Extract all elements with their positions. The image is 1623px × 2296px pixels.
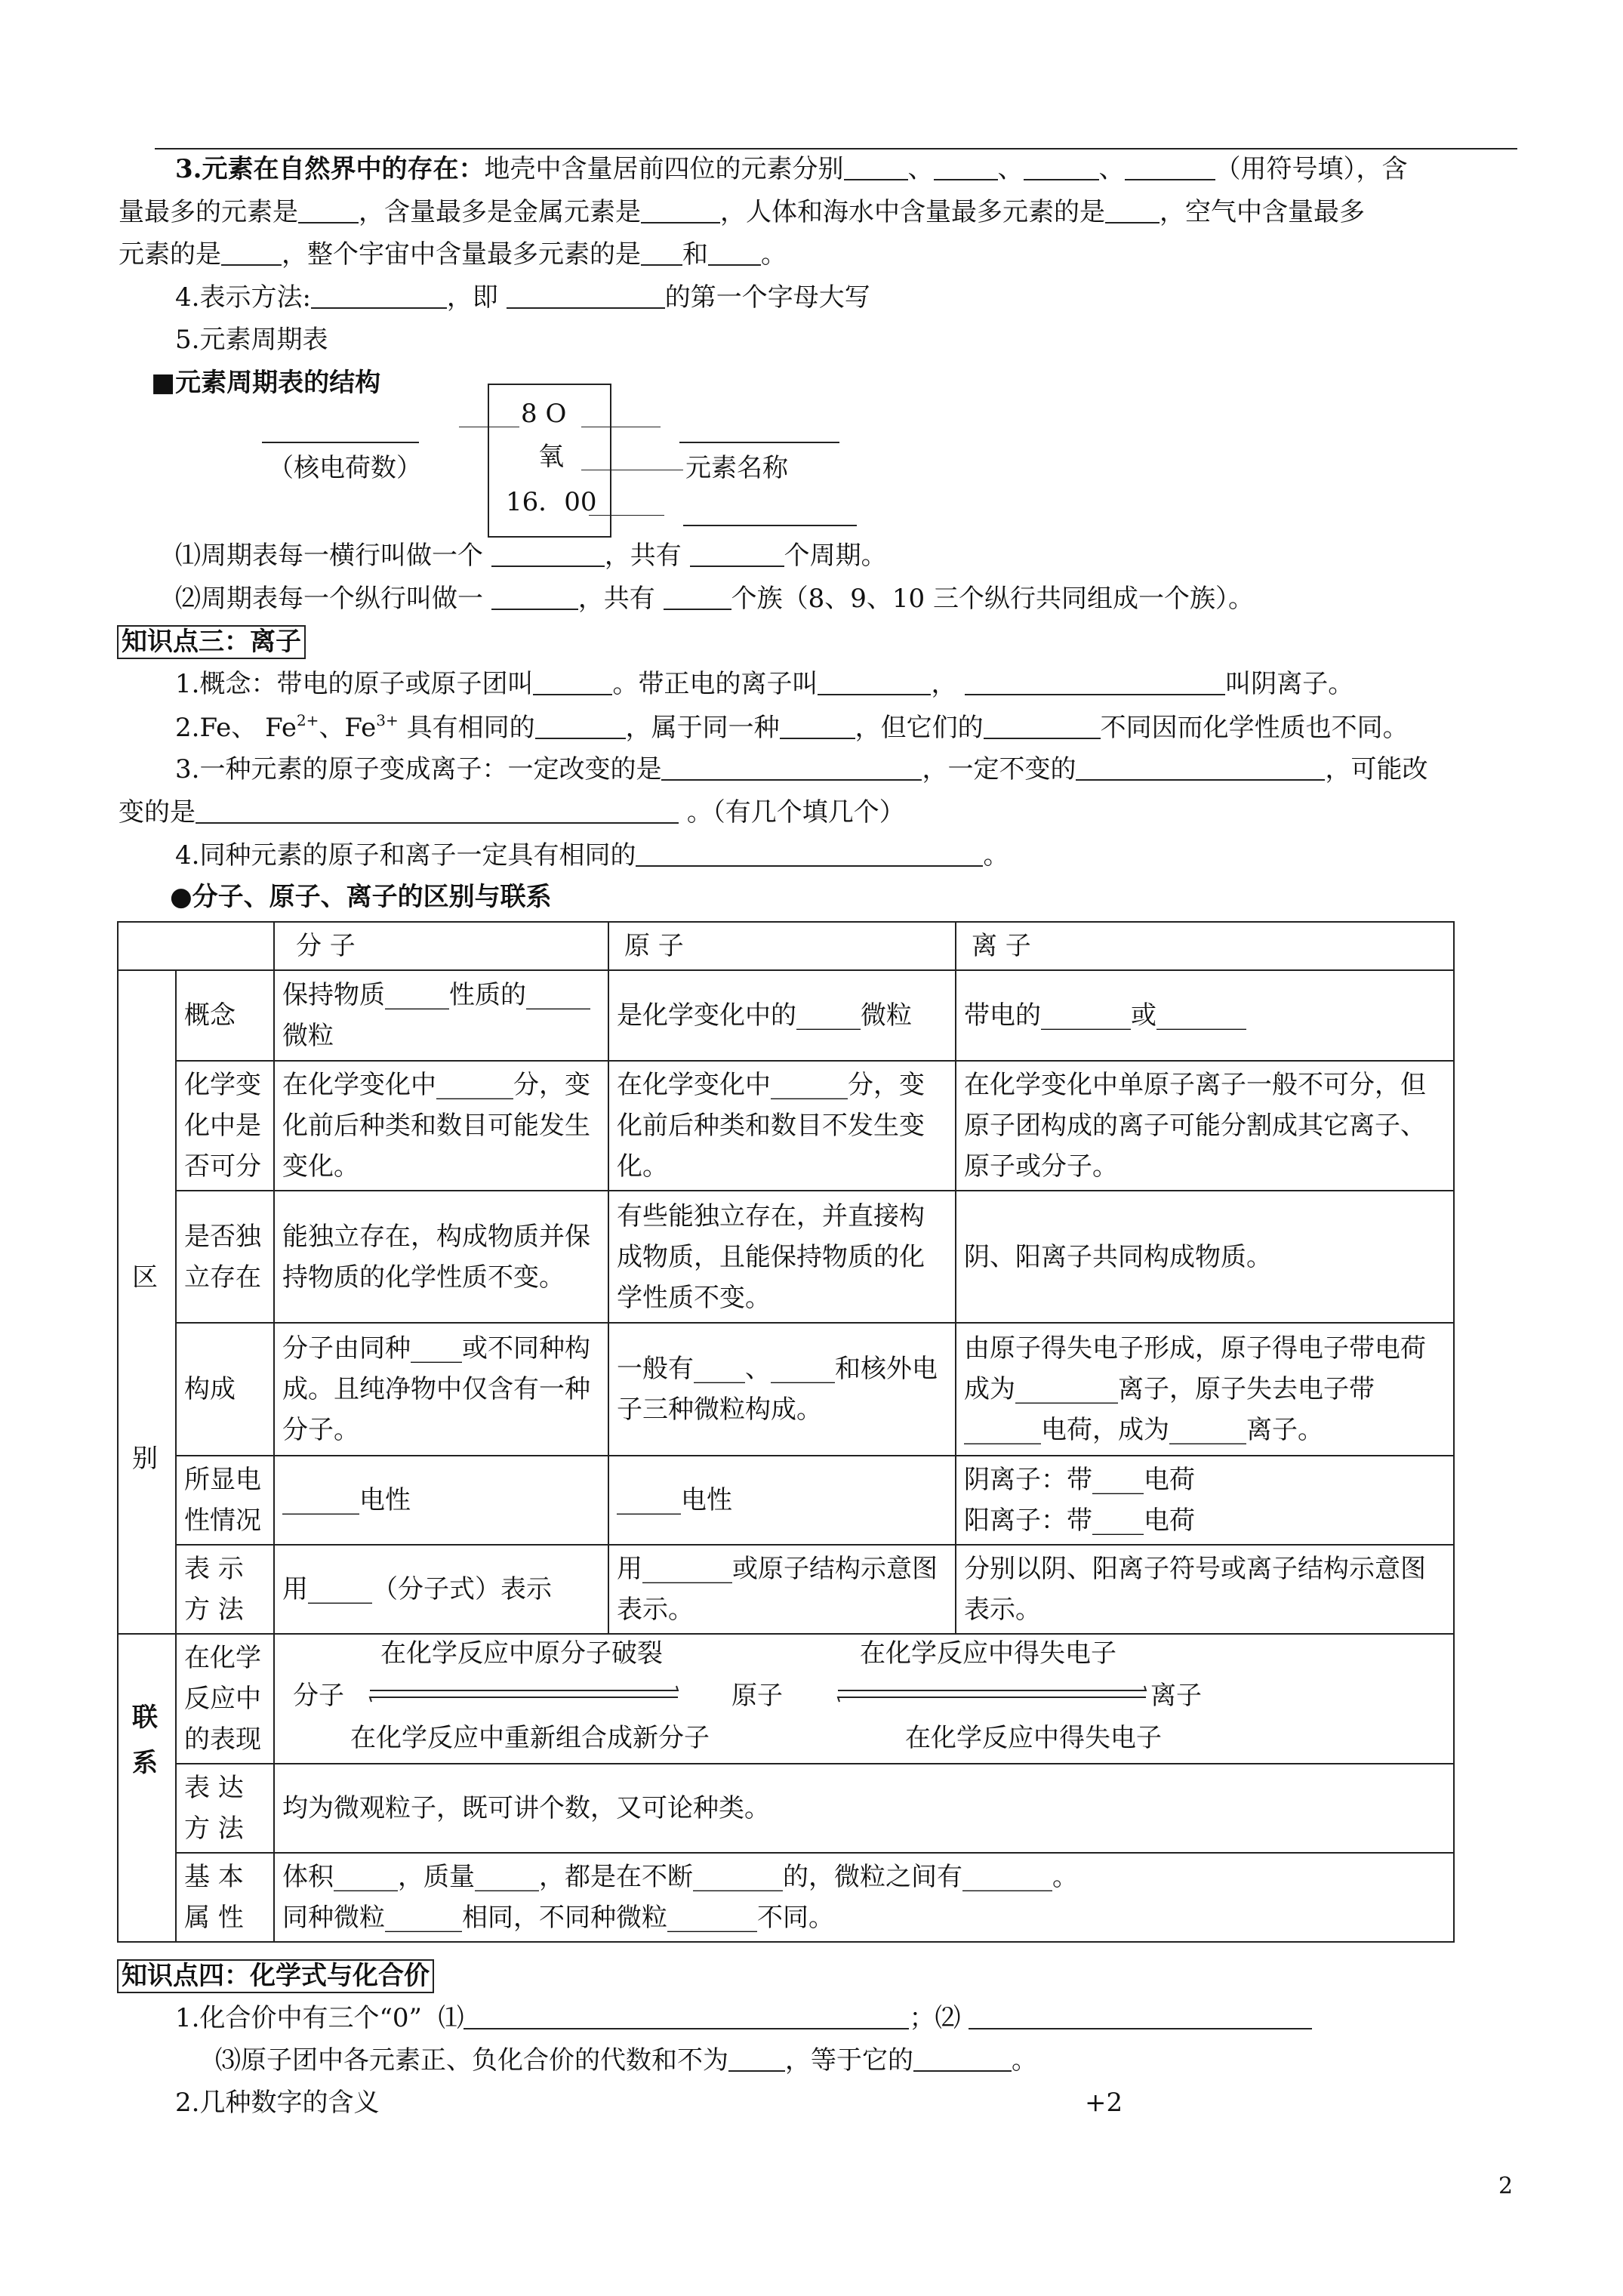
blank[interactable] [533, 668, 612, 695]
text: ；⑵ [909, 2003, 961, 2033]
blank[interactable] [664, 583, 731, 610]
blank[interactable] [535, 712, 626, 739]
cell-molecule: 在化学变化中______分，变化前后种类和数目可能发生变化。 [274, 1061, 608, 1191]
text: ， [931, 669, 957, 699]
text: ，属于同一种 [625, 713, 780, 743]
double-arrow-atom-ion [833, 1685, 1150, 1703]
blank[interactable] [690, 540, 784, 567]
blank[interactable] [491, 540, 605, 567]
row-label: 构成 [176, 1323, 274, 1456]
text: ，即 [446, 282, 498, 313]
link-diagram-cell [274, 1634, 1454, 1764]
text: 1.化合价中有三个“0” [175, 2003, 422, 2033]
cell-ion: 带电的_______或_______ [956, 970, 1454, 1061]
page-number: 2 [1498, 2173, 1514, 2199]
text: 量最多的元素是 [119, 197, 298, 227]
text: ⑴ [438, 2003, 464, 2033]
table-row [118, 1061, 1454, 1191]
text: 个周期。 [784, 541, 887, 571]
section3-line1: 3.元素在自然界中的存在：地壳中含量居前四位的元素分别 、 、 、 （用符号填），含 [175, 154, 1408, 184]
cell-molecule: 能独立存在，构成物质并保持物质的化学性质不变。 [274, 1191, 608, 1323]
text: 。带正电的离子叫 [612, 669, 818, 699]
cell-ion: 由原子得失电子形成，原子得电子带电荷成为________离子，原子失去电子带______电荷，成为______离子。 [956, 1323, 1454, 1456]
text: 变的是 [119, 797, 196, 827]
kp4-line1 [175, 2002, 1312, 2034]
text: 4.同种元素的原子和离子一定具有相同的 [175, 840, 636, 871]
cell-atom: 用_______或原子结构示意图表示。 [608, 1545, 956, 1634]
header-atom: 原 子 [608, 922, 956, 970]
kp3-line2 [175, 711, 1409, 744]
cell-mass: 16．00 [506, 487, 597, 517]
blank[interactable] [844, 153, 908, 180]
cell-ion [956, 1456, 1454, 1545]
section3-text: 地壳中含量居前四位的元素分别 [484, 154, 844, 184]
cell-atom: 在化学变化中______分，变化前后种类和数目不发生变化。 [608, 1061, 956, 1191]
blank[interactable] [913, 2045, 1012, 2072]
row-label: 所显电性情况 [176, 1456, 274, 1545]
cell-ion: 在化学变化中单原子离子一般不可分，但原子团构成的离子可能分割成其它离子、原子或分子。 [956, 1061, 1454, 1191]
text: 。 [983, 840, 1009, 871]
periodic-heading: ■元素周期表的结构 [151, 368, 381, 398]
kp3-line5 [175, 840, 1009, 871]
kp3-line4 [119, 797, 905, 828]
blank[interactable] [636, 840, 983, 867]
double-arrow-molecule-atom [365, 1685, 682, 1703]
row-label: 表 达 方 法 [176, 1764, 274, 1853]
blank[interactable] [507, 282, 665, 309]
blank[interactable] [311, 282, 447, 309]
kp4-title: 知识点四：化学式与化合价 [117, 1959, 434, 1993]
answer-line[interactable] [262, 442, 419, 443]
table-row [118, 1323, 1454, 1456]
cell-atom: 一般有____、_____和核外电子三种微粒构成。 [608, 1323, 956, 1456]
cell-ion: 阴、阳离子共同构成物质。 [956, 1191, 1454, 1323]
text: ，等于它的 [785, 2045, 913, 2076]
text: 。 [761, 239, 787, 270]
cell-basic [274, 1853, 1454, 1942]
answer-line[interactable] [679, 442, 839, 443]
table-row [118, 1764, 1454, 1853]
blank[interactable] [1024, 153, 1099, 180]
row-label: 在化学反应中的表现 [176, 1634, 274, 1764]
text: ，共有 [604, 541, 682, 571]
ion-positive: 阳离子：带____电荷 [964, 1505, 1195, 1536]
label-element-name: 元素名称 [685, 453, 788, 483]
text: 。（有几个填几个） [686, 797, 905, 827]
section3-line2 [119, 196, 1365, 228]
cell-molecule: 分子由同种____或不同种构成。且纯净物中仅含有一种分子。 [274, 1323, 608, 1456]
link-top-left: 在化学反应中原分子破裂 [380, 1638, 663, 1669]
blank[interactable] [965, 668, 1225, 695]
text: ，含量最多是金属元素是 [359, 197, 641, 227]
row-label: 基 本 属 性 [176, 1853, 274, 1942]
blank[interactable] [221, 239, 282, 266]
comparison-table-title: ●分子、原子、离子的区别与联系 [170, 882, 552, 912]
cell-atom: 是化学变化中的_____微粒 [608, 970, 956, 1061]
link-atom: 原子 [731, 1681, 783, 1711]
header-molecule: 分 子 [274, 922, 608, 970]
link-diagram [282, 1638, 1446, 1759]
text: 的第一个字母大写 [664, 282, 870, 313]
link-top-right: 在化学反应中得失电子 [860, 1638, 1116, 1669]
header-rule [155, 148, 1517, 149]
text: 元素的是 [119, 239, 221, 270]
text: ，但它们的 [855, 713, 984, 743]
row-label: 概念 [176, 970, 274, 1061]
blank[interactable] [1105, 196, 1160, 223]
link-ion: 离子 [1150, 1681, 1202, 1711]
group-difference-bottom: 别 [132, 1443, 158, 1474]
blank[interactable] [780, 712, 855, 739]
cell-ion: 分别以阴、阳离子符号或离子结构示意图表示。 [956, 1545, 1454, 1634]
superscript: 3+ [376, 711, 399, 729]
text: 2.Fe、 Fe [175, 713, 297, 743]
blank[interactable] [728, 2045, 785, 2072]
blank[interactable] [1125, 153, 1215, 180]
basic-line2: 同种微粒______相同，不同种微粒_______不同。 [282, 1903, 834, 1933]
blank[interactable] [708, 239, 761, 266]
blank[interactable] [641, 239, 682, 266]
section3-note: （用符号填），含 [1215, 154, 1408, 184]
group-difference-top: 区 [132, 1262, 158, 1293]
text: ⑴周期表每一横行叫做一个 [175, 541, 483, 571]
blank[interactable] [661, 754, 922, 781]
row-label: 表 示 方 法 [176, 1545, 274, 1634]
kp3-line3 [175, 754, 1427, 785]
group-difference [118, 970, 176, 1634]
row-label: 化学变化中是否可分 [176, 1061, 274, 1191]
superscript: 2+ [296, 711, 319, 729]
cell-molecule: 用_____（分子式）表示 [274, 1545, 608, 1634]
table-row [118, 1853, 1454, 1942]
text: 具有相同的 [406, 713, 535, 743]
text: 3.一种元素的原子变成离子：一定改变的是 [175, 754, 662, 784]
text: 不同因而化学性质也不同。 [1100, 713, 1409, 743]
text: ，人体和海水中含量最多元素的是 [720, 197, 1105, 227]
header-ion: 离 子 [956, 922, 1454, 970]
ion-negative: 阴离子：带____电荷 [964, 1465, 1195, 1495]
cell-number-symbol: 8 O [521, 399, 567, 429]
blank[interactable] [818, 668, 931, 695]
blank[interactable] [641, 196, 720, 223]
blank[interactable] [1076, 754, 1325, 781]
label-nuclear-charge: （核电荷数） [268, 453, 422, 483]
blank[interactable] [934, 153, 998, 180]
periodic-q1 [175, 540, 887, 572]
blank[interactable] [491, 583, 578, 610]
text: 、Fe [319, 713, 377, 743]
header-empty [118, 922, 274, 970]
blank[interactable] [463, 2002, 909, 2029]
blank[interactable] [969, 2002, 1312, 2029]
cell-atom: _____电性 [608, 1456, 956, 1545]
text: ，整个宇宙中含量最多元素的是 [282, 239, 641, 270]
text: 叫阴离子。 [1225, 669, 1354, 699]
periodic-q2 [175, 583, 1254, 615]
kp4-line2 [215, 2045, 1037, 2076]
section3-title: 3.元素在自然界中的存在： [175, 154, 485, 184]
blank[interactable] [984, 712, 1101, 739]
section3-line3 [119, 239, 787, 270]
kp3-title: 知识点三：离子 [117, 625, 306, 659]
table-row [118, 1456, 1454, 1545]
kp4-plus2: +2 [1085, 2088, 1123, 2118]
text: 个族（8、9、10 三个纵行共同组成一个族）。 [731, 584, 1254, 614]
cell-atom: 有些能独立存在，并直接构成物质，且能保持物质的化学性质不变。 [608, 1191, 956, 1323]
answer-line[interactable] [683, 525, 857, 526]
text: ，可能改 [1325, 754, 1428, 784]
table-row-link [118, 1634, 1454, 1764]
cell-expr: 均为微观粒子，既可讲个数，又可论种类。 [274, 1764, 1454, 1853]
text: 和 [682, 239, 708, 270]
section4-line [175, 282, 870, 313]
link-molecule: 分子 [293, 1681, 344, 1711]
cell-name: 氧 [538, 442, 564, 472]
text: ，共有 [577, 584, 655, 614]
basic-line1: 体积_____，质量_____，都是在不断_______的，微粒之间有_______。 [282, 1862, 1078, 1892]
table-row [118, 1545, 1454, 1634]
table-header-row [118, 922, 1454, 970]
link-bottom-right: 在化学反应中得失电子 [905, 1723, 1162, 1753]
text: ，一定不变的 [922, 754, 1076, 784]
comparison-table [117, 921, 1455, 1943]
group-connection-top: 联 [132, 1703, 158, 1733]
table-row [118, 970, 1454, 1061]
text: 4.表示方法: [175, 282, 311, 313]
row-label: 是否独立存在 [176, 1191, 274, 1323]
pointer-line [589, 515, 664, 516]
cell-molecule: 保持物质_____性质的_____微粒 [274, 970, 608, 1061]
group-connection [118, 1634, 176, 1942]
table-row [118, 1191, 1454, 1323]
text: 1.概念：带电的原子或原子团叫 [175, 669, 534, 699]
blank[interactable] [298, 196, 359, 223]
cell-molecule: ______电性 [274, 1456, 608, 1545]
text: ⑵周期表每一个纵行叫做一 [175, 584, 483, 614]
section5-title: 5.元素周期表 [175, 325, 328, 355]
text: ⑶原子团中各元素正、负化合价的代数和不为 [215, 2045, 728, 2076]
blank[interactable] [196, 797, 679, 824]
link-bottom-left: 在化学反应中重新组合成新分子 [350, 1723, 710, 1753]
group-connection-bottom: 系 [132, 1748, 158, 1778]
text: 。 [1012, 2045, 1037, 2076]
text: ，空气中含量最多 [1160, 197, 1365, 227]
kp4-line3: 2.几种数字的含义 [175, 2088, 380, 2118]
kp3-line1 [175, 668, 1354, 700]
